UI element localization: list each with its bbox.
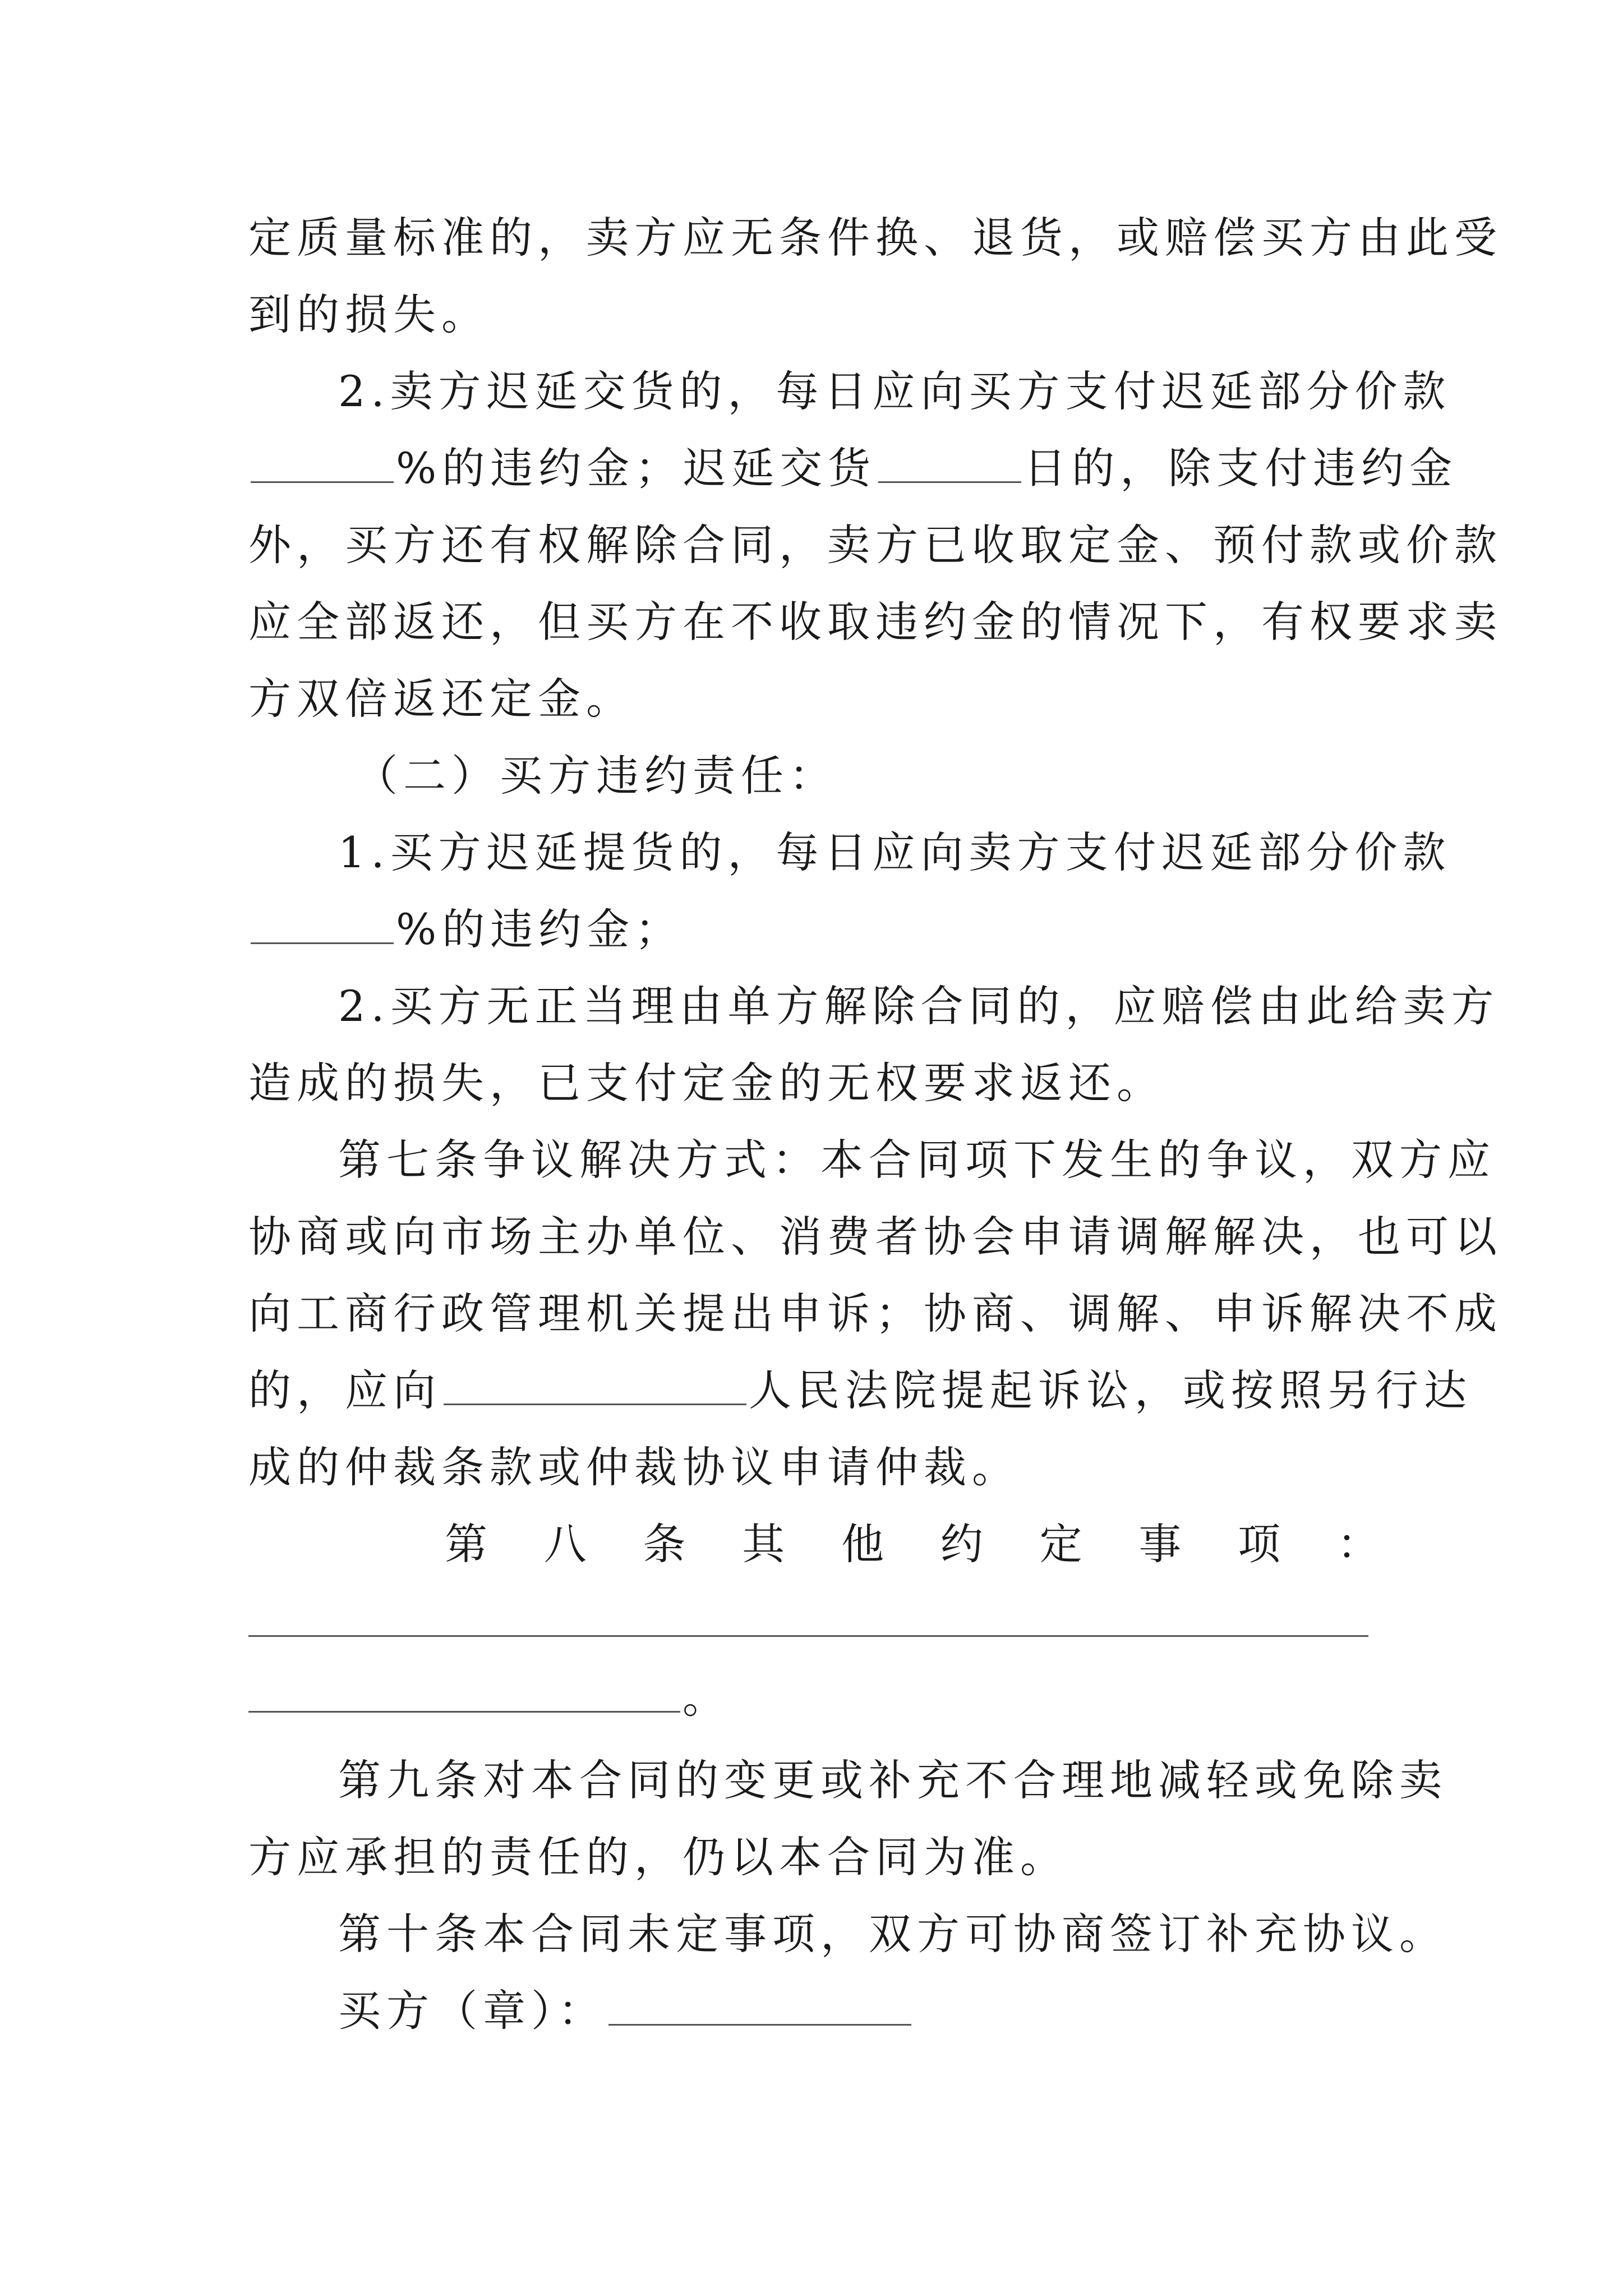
heading-char: 条: [643, 1519, 686, 1569]
text-line: 方应承担的责任的，仍以本合同为准。: [248, 1832, 1068, 1882]
text-line: 定质量标准的，卖方应无条件换、退货，或赔偿买方由此受: [248, 213, 1502, 263]
blank-percent-field[interactable]: [251, 902, 394, 944]
text-line: 协商或向市场主办单位、消费者协会申请调解解决，也可以: [248, 1212, 1502, 1262]
text-line: [248, 1659, 1385, 1736]
buyer-seal-label: 买方（章）：: [338, 1986, 606, 2036]
blank-other-matters-line[interactable]: [248, 1582, 1385, 1659]
text-line: 第九条对本合同的变更或补充不合理地减轻或免除卖: [338, 1755, 1447, 1805]
blank-days-field[interactable]: [878, 441, 1021, 483]
text-segment: 的，应向: [248, 1365, 441, 1415]
text-segment: 日的，除支付违约金: [1023, 443, 1458, 493]
text-line: 成的仲裁条款或仲裁协议申请仲裁。: [248, 1442, 1020, 1492]
text-segment: %的违约金；: [396, 904, 684, 954]
text-line: [248, 891, 1385, 968]
blank-buyer-seal-field[interactable]: [608, 1984, 911, 2026]
blank-other-matters-field[interactable]: [248, 1671, 680, 1713]
heading-char: 事: [1138, 1519, 1182, 1569]
text-segment: 人民法院提起诉讼，或按照另行达: [749, 1365, 1472, 1415]
blank-percent-field[interactable]: [251, 441, 394, 483]
heading-char: 八: [543, 1519, 587, 1569]
blank-court-field[interactable]: [444, 1363, 746, 1405]
heading-char: 定: [1039, 1519, 1082, 1569]
heading-char: 约: [940, 1519, 983, 1569]
text-segment: %的违约金；迟延交货: [396, 443, 877, 493]
text-line: 第七条争议解决方式：本合同项下发生的争议，双方应: [338, 1135, 1496, 1185]
text-line: [248, 430, 1458, 507]
text-line: 2.卖方迟延交货的，每日应向买方支付迟延部分价款: [338, 366, 1451, 416]
text-line: 方双倍返还定金。: [248, 674, 634, 724]
text-line: [248, 1972, 1385, 2049]
heading-char: 项: [1238, 1519, 1281, 1569]
text-line: 应全部返还，但买方在不收取违约金的情况下，有权要求卖: [248, 597, 1502, 647]
text-line: 外，买方还有权解除合同，卖方已收取定金、预付款或价款: [248, 520, 1502, 570]
heading-char: ：: [1336, 1519, 1380, 1569]
contract-body: [248, 199, 1502, 2049]
article-eight-heading: [248, 1506, 1385, 1582]
section-heading: （二）买方违约责任：: [355, 751, 837, 800]
text-line: [248, 1352, 1472, 1429]
text-line: 到的损失。: [248, 289, 490, 339]
text-line: 向工商行政管理机关提出申诉；协商、调解、申诉解决不成: [248, 1289, 1502, 1338]
text-line: 1.买方迟延提货的，每日应向卖方支付迟延部分价款: [338, 827, 1451, 877]
text-line: 2.买方无正当理由单方解除合同的，应赔偿由此给卖方: [338, 981, 1500, 1031]
text-line: 第十条本合同未定事项，双方可协商签订补充协议。: [338, 1909, 1447, 1959]
heading-char: 他: [841, 1519, 884, 1569]
heading-char: 第: [445, 1519, 487, 1569]
text-line: 造成的损失，已支付定金的无权要求返还。: [248, 1058, 1165, 1108]
rule-line: [248, 1635, 1368, 1637]
text-segment: 。: [683, 1673, 731, 1723]
heading-char: 其: [742, 1519, 785, 1569]
